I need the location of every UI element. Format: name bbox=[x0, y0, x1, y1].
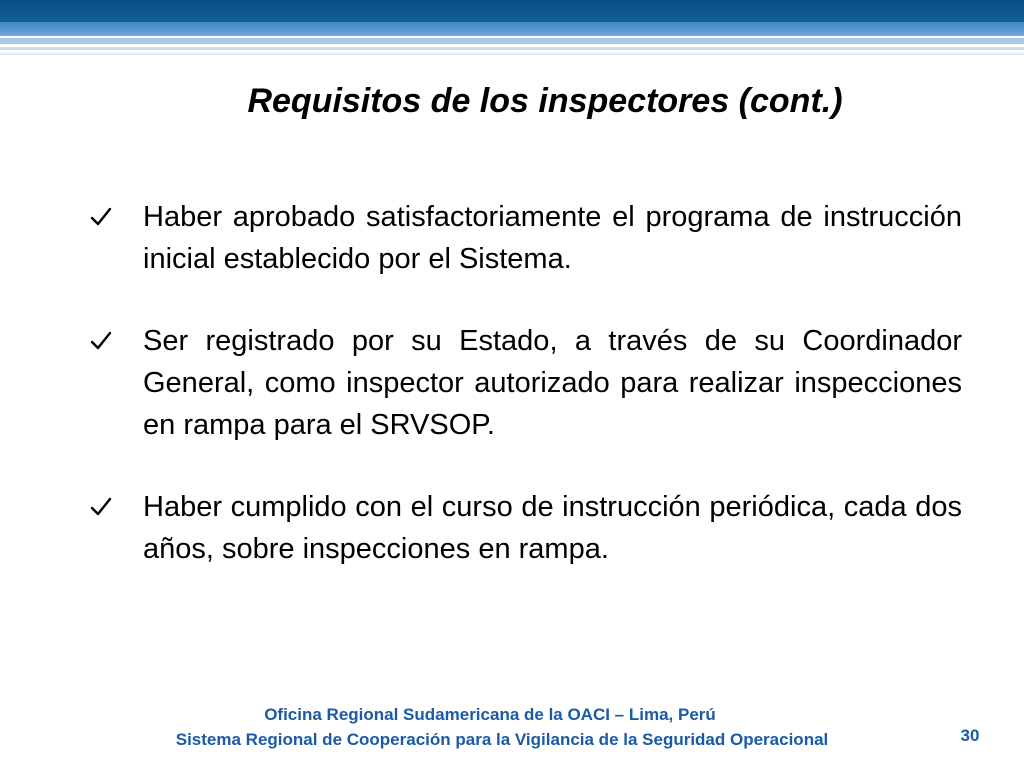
check-icon bbox=[86, 486, 116, 528]
bullet-item bbox=[86, 196, 962, 280]
header-stripe bbox=[0, 47, 1024, 50]
bullet-text: Haber aprobado satisfactoriamente el programa de instrucción inicial establecido por el Sistema. bbox=[143, 201, 962, 275]
check-icon bbox=[86, 196, 116, 238]
check-icon bbox=[86, 320, 116, 362]
page-number: 30 bbox=[960, 726, 980, 745]
bullet-text: Ser registrado por su Estado, a través de su Coordinador General, como inspector autorizado para realizar inspecciones en rampa para el SRVSOP. bbox=[143, 325, 962, 441]
header-band bbox=[0, 0, 1024, 60]
footer-organization: Oficina Regional Sudamericana de la OACI – Lima, Perú bbox=[264, 705, 716, 724]
header-stripe bbox=[0, 53, 1024, 55]
bullet-text: Haber cumplido con el curso de instrucción periódica, cada dos años, sobre inspecciones en rampa. bbox=[143, 491, 962, 565]
bullet-item bbox=[86, 320, 962, 446]
footer-system-name: Sistema Regional de Cooperación para la Vigilancia de la Seguridad Operacional bbox=[175, 730, 829, 749]
header-band-mid bbox=[0, 22, 1024, 36]
slide-title: Requisitos de los inspectores (cont.) bbox=[247, 82, 843, 120]
bullet-list bbox=[86, 196, 962, 570]
header-stripe bbox=[0, 38, 1024, 44]
header-band-dark bbox=[0, 0, 1024, 22]
bullet-item bbox=[86, 486, 962, 570]
